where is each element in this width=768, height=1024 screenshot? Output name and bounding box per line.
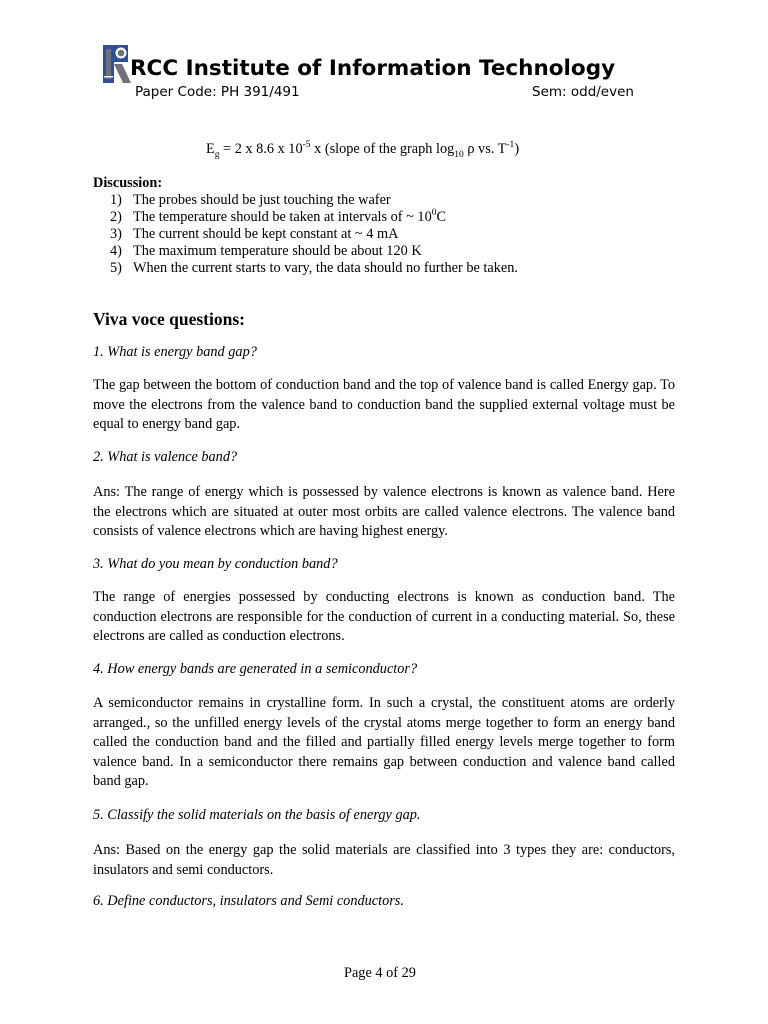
discussion-item-text-part: The temperature should be taken at intervals of ~ 10 <box>133 209 432 225</box>
discussion-item-number: 2) <box>110 209 122 225</box>
formula-exponent-2: -1 <box>506 140 515 151</box>
discussion-item-text: The probes should be just touching the wafer <box>133 192 391 208</box>
discussion-item-text: The current should be kept constant at ~ 4 mA <box>133 226 399 242</box>
formula-log-subscript: 10 <box>454 149 464 160</box>
institute-logo <box>102 44 132 84</box>
viva-question: 4. How energy bands are generated in a semiconductor? <box>93 661 418 677</box>
viva-question: 2. What is valence band? <box>93 449 238 465</box>
band-gap-formula <box>206 140 519 159</box>
discussion-item-text: The maximum temperature should be about 120 K <box>133 243 422 259</box>
viva-question: 6. Define conductors, insulators and Semi conductors. <box>93 893 404 909</box>
formula-lhs-subscript: g <box>214 149 220 160</box>
discussion-item-number: 3) <box>110 226 122 242</box>
page-number: Page 4 of 29 <box>344 965 416 981</box>
discussion-item-text-part: C <box>436 209 447 225</box>
viva-answer: Ans: The range of energy which is possessed by valence electrons is known as valence band. Here the electrons which are situated at outer most orbits are called valence electrons. The valence band consists of valence electrons which are having highest energy. <box>93 484 675 539</box>
formula-exponent-1: -5 <box>302 140 311 151</box>
formula-part-1: = 2 x 8.6 x 10 <box>219 141 303 157</box>
discussion-item-number: 1) <box>110 192 122 208</box>
viva-question: 1. What is energy band gap? <box>93 344 257 360</box>
viva-answer: A semiconductor remains in crystalline form. In such a crystal, the constituent atoms are orderly arranged., so the unfilled energy levels of the crystal atoms merge together to form an energy band called the conduction band and the filled and partially filled energy levels merge together to form valence band. In a semiconductor there remains gap between conduction and valence band called band gap. <box>93 695 675 789</box>
viva-question: 3. What do you mean by conduction band? <box>93 556 338 572</box>
viva-answer: The range of energies possessed by conducting electrons is known as conduction band. The conduction electrons are responsible for the conduction of current in a conducting material. So, these electrons are called as conduction electrons. <box>93 589 675 644</box>
viva-answer: Ans: Based on the energy gap the solid materials are classified into 3 types they are: conductors, insulators and semi conductors. <box>93 842 675 878</box>
semester-label: Sem: odd/even <box>532 84 634 100</box>
formula-part-4: ) <box>514 141 520 157</box>
viva-heading: Viva voce questions: <box>93 309 245 329</box>
degree-superscript: 0 <box>431 208 437 219</box>
discussion-item-text: When the current starts to vary, the data should no further be taken. <box>133 260 518 276</box>
formula-lhs: E <box>206 141 215 157</box>
formula-part-2: x (slope of the graph log <box>310 141 455 157</box>
viva-answer: The gap between the bottom of conduction band and the top of valence band is called Energy gap. To move the electrons from the valence band to conduction band the supplied external voltage must be equal to energy band gap. <box>93 377 675 432</box>
discussion-item-number: 5) <box>110 260 122 276</box>
viva-question: 5. Classify the solid materials on the basis of energy gap. <box>93 807 421 823</box>
institute-name: RCC Institute of Information Technology <box>130 56 616 81</box>
formula-part-3: ρ vs. T <box>463 141 507 157</box>
paper-code: Paper Code: PH 391/491 <box>135 84 300 100</box>
discussion-heading: Discussion: <box>93 175 163 191</box>
discussion-item-number: 4) <box>110 243 122 259</box>
